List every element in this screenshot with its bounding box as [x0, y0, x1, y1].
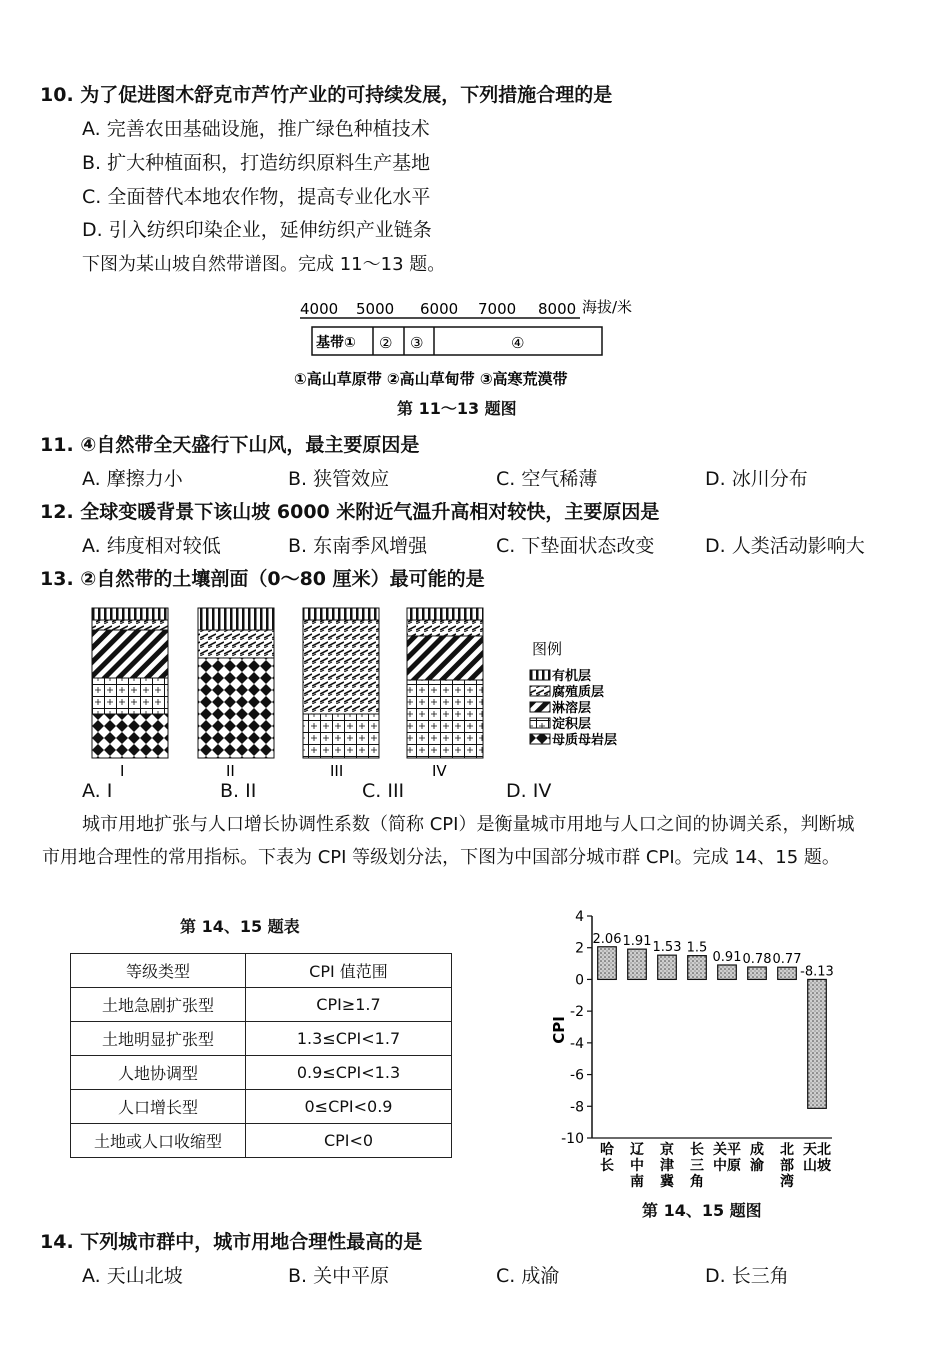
tick-7000: 7000 [478, 300, 517, 318]
q14-option-a: A. 天山北坡 [82, 1265, 183, 1287]
q11-option-b: B. 狭管效应 [288, 468, 390, 490]
q10-option-b: B. 扩大种植面积，打造纺织原料生产基地 [82, 152, 431, 174]
q12-option-b: B. 东南季风增强 [288, 535, 428, 557]
q10-option-d: D. 引入纺织印染企业，延伸纺织产业链条 [82, 219, 432, 241]
figure-caption-11-13: 第 11～13 题图 [397, 399, 517, 418]
q14-option-b: B. 关中平原 [288, 1265, 390, 1287]
category-label: 哈长 [600, 1142, 614, 1174]
altitude-unit: 海拔/米 [582, 298, 633, 316]
table-row [71, 1056, 452, 1090]
y-tick-label: -4 [570, 1035, 584, 1052]
table-header-type: 等级类型 [71, 954, 246, 988]
category-label: 京津冀 [660, 1142, 674, 1190]
q11-option-a: A. 摩擦力小 [82, 468, 183, 490]
q12-option-d: D. 人类活动影响大 [705, 535, 865, 557]
table-cell-type: 人地协调型 [71, 1056, 246, 1090]
profile-label-3: III [330, 762, 344, 780]
category-label: 成渝 [750, 1142, 764, 1174]
q11-option-c: C. 空气稀薄 [496, 468, 598, 490]
q12-option-a: A. 纬度相对较低 [82, 535, 221, 557]
bar-2 [658, 955, 677, 979]
legend-leaching: 淋溶层 [552, 701, 592, 716]
bar-value-label: -8.13 [800, 964, 834, 980]
q10-option-c: C. 全面替代本地农作物，提高专业化水平 [82, 186, 431, 208]
q13-option-d: D. IV [506, 780, 552, 802]
bar-value-label: 1.91 [622, 934, 652, 950]
table-cell-range: 1.3≤CPI<1.7 [246, 1022, 452, 1056]
q12-option-c: C. 下垫面状态改变 [496, 535, 655, 557]
intro-11-13: 下图为某山坡自然带谱图。完成 11～13 题。 [82, 254, 446, 275]
bar-value-label: 0.91 [712, 949, 742, 965]
bar-value-label: 0.77 [772, 952, 802, 968]
zone-cell-base: 基带① [316, 335, 356, 351]
tick-8000: 8000 [538, 300, 577, 318]
table-cell-range: CPI≥1.7 [246, 988, 452, 1022]
legend-humus: 腐殖质层 [552, 685, 605, 700]
bar-value-label: 1.5 [686, 940, 708, 956]
profile-label-4: IV [432, 762, 447, 780]
table-cell-type: 土地或人口收缩型 [71, 1124, 246, 1158]
profile-label-1: I [120, 762, 125, 780]
bar-value-label: 0.78 [742, 952, 772, 968]
category-label: 长三角 [690, 1142, 704, 1190]
bar-0 [598, 947, 617, 980]
zone-legend: ①高山草原带 ②高山草甸带 ③高寒荒漠带 [294, 370, 568, 388]
y-tick-label: -8 [570, 1099, 584, 1116]
table-caption: 第 14、15 题表 [180, 917, 300, 936]
q14-option-c: C. 成渝 [496, 1265, 560, 1287]
tick-4000: 4000 [300, 300, 339, 318]
legend-illuvial: 淀积层 [552, 717, 592, 732]
y-tick-label: -10 [561, 1131, 584, 1147]
chart-bars [593, 932, 834, 1109]
q13-option-c: C. III [362, 780, 405, 802]
y-tick-label: -6 [570, 1067, 584, 1084]
bar-value-label: 1.53 [652, 940, 682, 956]
profile-label-2: II [226, 762, 235, 780]
chart-categories [600, 1141, 832, 1190]
bar-3 [688, 956, 707, 980]
legend-organic: 有机层 [552, 669, 592, 684]
table-row [71, 1090, 452, 1124]
soil-profile-1 [92, 608, 168, 758]
tick-6000: 6000 [420, 300, 459, 318]
zone-cell-2: ② [379, 334, 393, 352]
table-row [71, 988, 452, 1022]
zone-cell-3: ③ [410, 334, 424, 352]
zone-spectrum-figure [290, 292, 670, 392]
q13-option-b: B. II [220, 780, 257, 802]
q10-stem: 10. 为了促进图木舒克市芦竹产业的可持续发展，下列措施合理的是 [40, 84, 613, 106]
q14-option-d: D. 长三角 [705, 1265, 789, 1287]
y-tick-label: 4 [575, 909, 584, 925]
table-cell-range: 0≤CPI<0.9 [246, 1090, 452, 1124]
soil-profile-2 [198, 608, 274, 758]
category-label: 天山北坡 [803, 1142, 831, 1174]
bar-1 [628, 949, 647, 979]
table-cell-range: 0.9≤CPI<1.3 [246, 1056, 452, 1090]
cpi-grade-table [70, 953, 452, 1158]
table-row [71, 1022, 452, 1056]
table-cell-range: CPI<0 [246, 1124, 452, 1158]
cpi-bar-chart [540, 900, 840, 1200]
q13-option-a: A. I [82, 780, 113, 802]
category-label: 辽中南 [630, 1142, 644, 1190]
q12-stem: 12. 全球变暖背景下该山坡 6000 米附近气温升高相对较快，主要原因是 [40, 501, 660, 523]
zone-cell-4: ④ [511, 334, 525, 352]
soil-profiles-figure [80, 600, 680, 800]
q11-stem: 11. ④自然带全天盛行下山风，最主要原因是 [40, 434, 420, 456]
q11-option-d: D. 冰川分布 [705, 468, 808, 490]
table-cell-type: 土地急剧扩张型 [71, 988, 246, 1022]
tick-5000: 5000 [356, 300, 395, 318]
y-tick-label: -2 [570, 1004, 584, 1021]
bar-6 [778, 967, 797, 979]
soil-profile-4 [407, 608, 483, 758]
q10-option-a: A. 完善农田基础设施，推广绿色种植技术 [82, 118, 430, 140]
chart-ylabel: CPI [550, 1016, 568, 1044]
y-tick-label: 2 [575, 940, 584, 957]
table-row [71, 1124, 452, 1158]
table-cell-type: 土地明显扩张型 [71, 1022, 246, 1056]
q13-stem: 13. ②自然带的土壤剖面（0～80 厘米）最可能的是 [40, 568, 485, 590]
table-cell-type: 人口增长型 [71, 1090, 246, 1124]
chart-caption: 第 14、15 题图 [642, 1201, 762, 1220]
bar-4 [718, 965, 737, 979]
legend-parent: 母质母岩层 [552, 733, 618, 748]
soil-profile-3 [303, 608, 379, 758]
intro-14-15: 城市用地扩张与人口增长协调性系数（简称 CPI）是衡量城市用地与人口之间的协调关系，判断城市用地合理性的常用指标。下表为 CPI 等级划分法，下图为中国部分城市群 CPI。完成 14、15 题。 [42, 814, 855, 868]
category-label: 关中平原 [713, 1142, 741, 1174]
table-header-row [71, 954, 452, 988]
bar-value-label: 2.06 [592, 931, 622, 947]
category-label: 北部湾 [780, 1142, 794, 1190]
bar-7 [808, 979, 827, 1108]
soil-legend-title: 图例 [532, 640, 563, 658]
q14-stem: 14. 下列城市群中，城市用地合理性最高的是 [40, 1231, 423, 1253]
table-header-range: CPI 值范围 [246, 954, 452, 988]
bar-5 [748, 967, 767, 979]
y-tick-label: 0 [575, 972, 584, 989]
